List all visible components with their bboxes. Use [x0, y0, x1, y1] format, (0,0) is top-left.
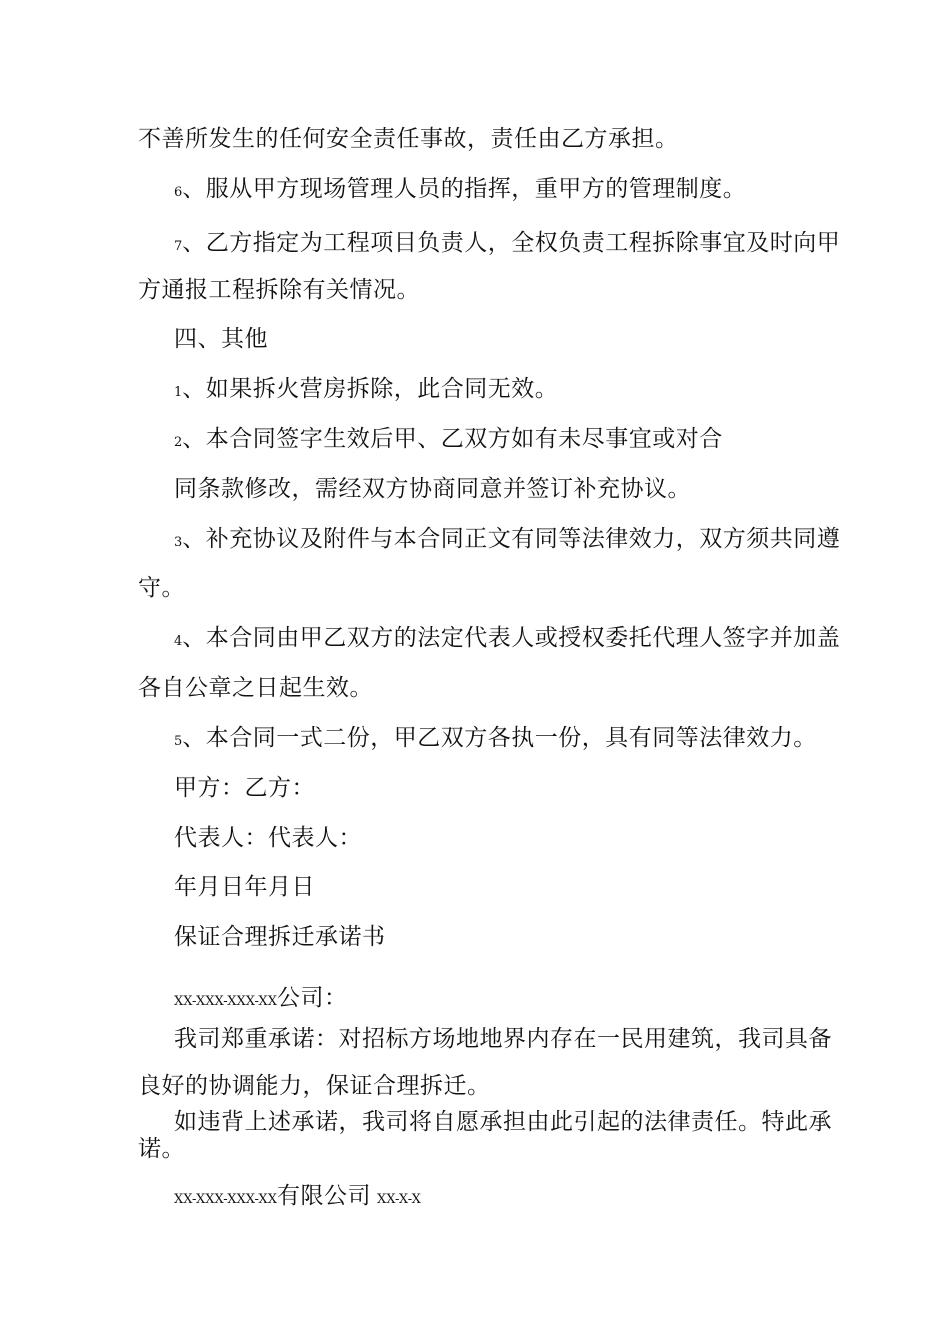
text-line: 方通报工程拆除有关情况。 — [138, 277, 420, 303]
addressee-line: XX-XXX-XXX-XX公司： — [174, 985, 348, 1011]
company-code: XX-XXX-XXX-XX — [174, 1192, 277, 1207]
text-line: 同条款修改，需经双方协商同意并签订补充协议。 — [174, 476, 691, 502]
company-code: XX-XXX-XXX-XX — [174, 994, 277, 1009]
signature-representative-line: 代表人：代表人： — [174, 825, 362, 851]
text-line: 1、如果拆火营房拆除，此合同无效。 — [174, 376, 559, 402]
item-number: 1 — [174, 385, 183, 400]
text-line: 如违背上述承诺，我司将自愿承担由此引起的法律责任。特此承 — [174, 1109, 832, 1135]
text-line: 4、本合同由甲乙双方的法定代表人或授权委托代理人签字并加盖 — [174, 625, 841, 651]
signatory-line: XX-XXX-XXX-XX有限公司 XX-X-X — [174, 1183, 421, 1209]
signing-date: XX-X-X — [376, 1192, 421, 1207]
item-number: 2 — [174, 435, 183, 450]
text-line: 良好的协调能力，保证合理拆迁。 — [138, 1073, 491, 1099]
text-line: 不善所发生的任何安全责任事故，责任由乙方承担。 — [138, 126, 679, 152]
text-line: 各自公章之日起生效。 — [138, 675, 373, 701]
section-heading: 四、其他 — [174, 326, 268, 352]
text-line: 6、服从甲方现场管理人员的指挥，重甲方的管理制度。 — [174, 176, 747, 202]
text-line: 守。 — [138, 575, 185, 601]
item-number: 3 — [174, 535, 183, 550]
text-line: 诺。 — [138, 1136, 185, 1162]
item-number: 7 — [174, 239, 183, 254]
item-number: 6 — [174, 185, 183, 200]
signature-date-line: 年月日年月日 — [174, 874, 315, 900]
text-line: 我司郑重承诺：对招标方场地地界内存在一民用建筑，我司具备 — [174, 1026, 832, 1052]
text-line: 5、本合同一式二份，甲乙双方各执一份，具有同等法律效力。 — [174, 725, 817, 751]
signature-party-line: 甲方：乙方： — [174, 775, 315, 801]
text-line: 7、乙方指定为工程项目负责人，全权负责工程拆除事宜及时向甲 — [174, 230, 841, 256]
text-line: 3、补充协议及附件与本合同正文有同等法律效力，双方须共同遵 — [174, 526, 841, 552]
document-title: 保证合理拆迁承诺书 — [174, 924, 386, 950]
item-number: 5 — [174, 734, 183, 749]
text-line: 2、本合同签字生效后甲、乙双方如有未尽事宜或对合 — [174, 426, 723, 452]
item-number: 4 — [174, 634, 183, 649]
